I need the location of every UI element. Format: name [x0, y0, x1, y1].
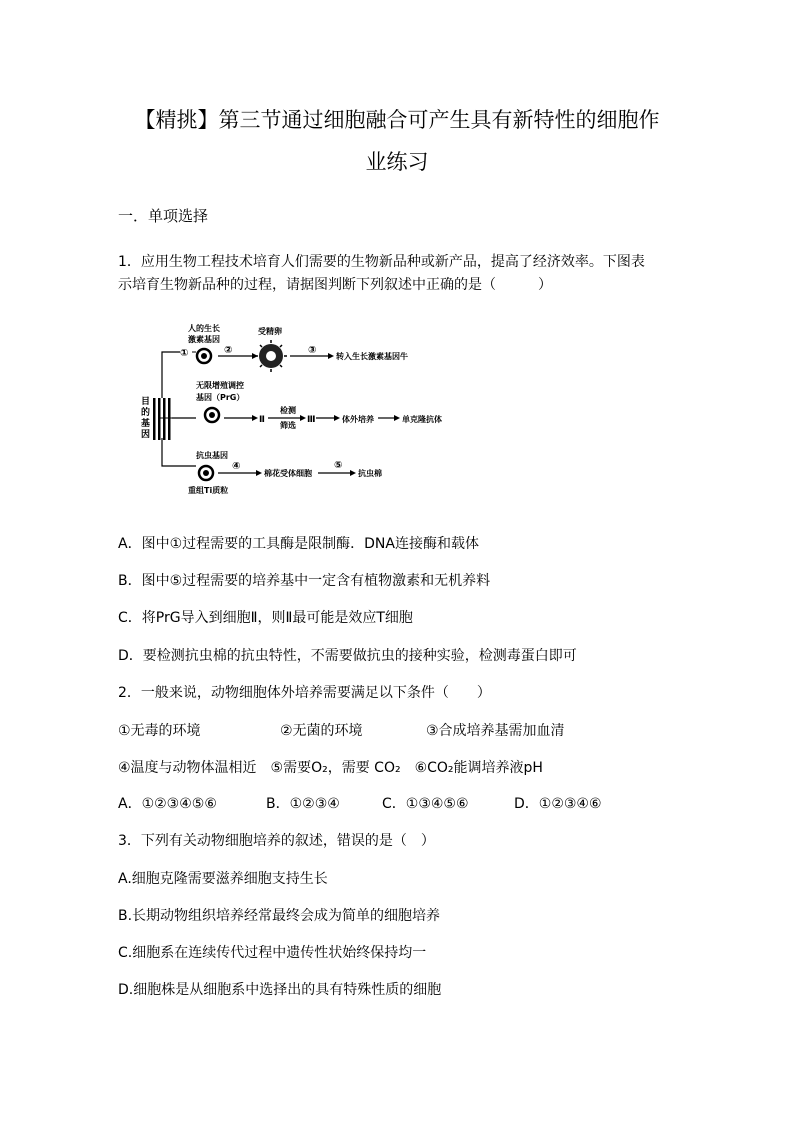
document-title-line2: 业练习 — [365, 150, 429, 174]
process-diagram — [140, 318, 460, 504]
q2-condition-2: ②无菌的环境 — [280, 723, 363, 739]
top-gene-label-1: 激素基因 — [188, 335, 220, 344]
q1-stem-line1: 1．应用生物工程技术培育人们需要的生物新品种或新产品，提高了经济效率。下图表 — [118, 254, 645, 270]
q2-condition-1: ①无毒的环境 — [118, 723, 201, 739]
culture-label: 体外培养 — [342, 415, 374, 424]
q1-option-b: B．图中⑤过程需要的培养基中一定含有植物激素和无机养料 — [118, 573, 491, 589]
antibody-label: 单克隆抗体 — [402, 415, 442, 424]
cell-II-label: Ⅱ — [259, 415, 265, 425]
top-result-label: 转入生长激素基因牛 — [336, 352, 408, 361]
q2-condition-3: ③合成培养基需加血清 — [426, 723, 565, 739]
q1-option-c: C．将PrG导入到细胞Ⅱ，则Ⅱ最可能是效应T细胞 — [118, 610, 413, 626]
bot-result-label: 抗虫棉 — [358, 469, 382, 478]
cell-III-label: Ⅲ — [307, 415, 316, 425]
step-5-label: ⑤ — [334, 460, 343, 471]
q2-option-b: B．①②③④ — [266, 796, 340, 812]
step-3-label: ③ — [308, 345, 317, 356]
q3-option-d: D.细胞株是从细胞系中选择出的具有特殊性质的细胞 — [118, 982, 442, 998]
q3-stem: 3．下列有关动物细胞培养的叙述，错误的是（ ） — [118, 833, 435, 849]
detect-label-1: 筛选 — [280, 421, 296, 430]
q2-stem: 2．一般来说，动物细胞体外培养需要满足以下条件（ ） — [118, 685, 491, 701]
plant-cell-label: 棉花受体细胞 — [264, 469, 312, 478]
detect-label-0: 检测 — [280, 406, 296, 415]
diagram-source-label-3: 因 — [141, 430, 151, 440]
step-1-label: ① — [180, 348, 189, 359]
dna-strand-icon — [153, 398, 156, 440]
recipient-label: 受精卵 — [258, 327, 282, 336]
document-title-line1: 【精挑】第三节通过细胞融合可产生具有新特性的细胞作 — [134, 108, 660, 132]
q1-option-a: A．图中①过程需要的工具酶是限制酶．DNA连接酶和载体 — [118, 536, 479, 552]
q3-option-c: C.细胞系在连续传代过程中遗传性状始终保持均一 — [118, 945, 427, 961]
diagram-source-label-1: 的 — [141, 408, 151, 418]
plasmid-label: 重组Ti质粒 — [188, 486, 229, 495]
q1-stem-line2: 示培育生物新品种的过程，请据图判断下列叙述中正确的是（ ） — [118, 277, 552, 293]
q2-option-d: D．①②③④⑥ — [514, 796, 602, 812]
diagram-source-label-2: 基 — [141, 419, 151, 429]
q1-option-d: D．要检测抗虫棉的抗虫特性，不需要做抗虫的接种实验，检测毒蛋白即可 — [118, 648, 577, 664]
q3-option-b: B.长期动物组织培养经常最终会成为简单的细胞培养 — [118, 908, 441, 924]
q2-options — [118, 793, 602, 813]
step-4-label: ④ — [232, 461, 241, 472]
q2-option-c: C．①③④⑤⑥ — [382, 796, 469, 812]
bot-gene-label: 抗虫基因 — [196, 451, 228, 460]
mid-gene-label-1: 基因（PrG） — [196, 393, 245, 402]
step-2-label: ② — [224, 345, 233, 356]
section-heading: 一．单项选择 — [118, 207, 209, 225]
q2-conditions-row1 — [118, 720, 565, 740]
q3-option-a: A.细胞克隆需要滋养细胞支持生长 — [118, 871, 328, 887]
q2-option-a: A．①②③④⑤⑥ — [118, 796, 217, 812]
top-gene-label-0: 人的生长 — [188, 324, 220, 333]
mid-gene-label-0: 无限增殖调控 — [196, 381, 244, 390]
diagram-source-label-0: 目 — [141, 397, 151, 407]
q2-conditions-row2: ④温度与动物体温相近 ⑤需要O₂，需要 CO₂ ⑥CO₂能调培养液pH — [118, 760, 543, 776]
